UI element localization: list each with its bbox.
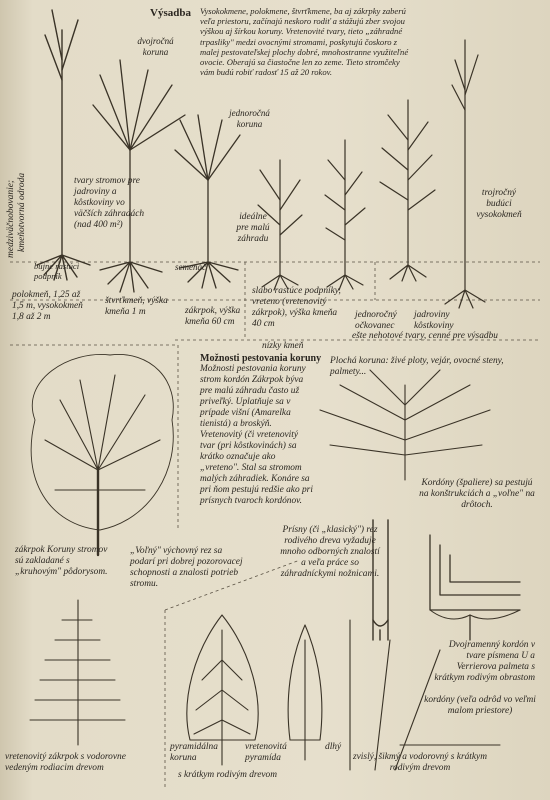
label-vretenovita-pyramida: vretenovitá pyramída: [245, 742, 287, 763]
label-bujne: bujne rastúci podpník: [34, 261, 80, 281]
tree-spindle-pyramid: [288, 625, 322, 760]
label-zvisly: zvislý, šikmý a vodorovný s krátkym rodivým drevom: [353, 752, 487, 773]
label-dvojrocna: dvojročná koruna: [137, 36, 174, 57]
label-vretenovity-zakrpok: vretenovitý zákrpok s vodorovne vedeným rodiacim drevom: [5, 752, 126, 773]
label-dvojramenny: Dvojramenný kordón v tvare písmena U a Verrierova palmeta s krátkym rodivým obrastom: [434, 640, 535, 683]
label-semenac: semenáč: [175, 262, 206, 272]
tree-vretenovity-zakrpok: [30, 600, 125, 745]
label-kordony: Kordóny (špaliere) sa pestujú na konštrukciách a „voľne" na drôtoch.: [419, 478, 535, 510]
tree-kostkovina: [380, 100, 435, 281]
label-kratkym: s krátkym rodivým drevom: [178, 770, 278, 780]
moznosti-body: Možnosti pestovania koruny strom kordón Zákrpok býva pre malú záhradu často už priveľký. Uplatňuje sa v prípade višní (Amarelka tienistá) a broskýň. Vretenovitý (či vretenovitý tvar (pri kôstkovinách) sa krátko označuje ako „vreteno". Stal sa stromom malých záhradiek. Konáre sa pri ňom pestujú redšie ako pri prísnych tvaroch kordónov.: [200, 364, 313, 506]
label-pyramidalna: pyramidálna koruna: [170, 742, 218, 763]
vertical-label-1: medziväčnobovanie;: [6, 179, 16, 258]
label-slabo: slabo rastúce podpníky, vreteno (vretenovitý zákrpok), výška kmeňa 40 cm: [252, 286, 341, 329]
label-ockovanec: jednoročný očkovanec: [355, 310, 397, 331]
label-tvary: tvary stromov pre jadroviny a kôstkoviny vo väčších záhradách (nad 400 m²): [74, 176, 145, 230]
tree-u-cordon: [373, 520, 520, 640]
label-zakrpok: zákrpok, výška kmeňa 60 cm: [185, 306, 241, 327]
tree-palmette: [320, 370, 490, 480]
label-volny: „Voľný" výchovný rez sa podarí pri dobrej pozorovacej schopnosti a znalosti potrieb stromu.: [130, 546, 243, 589]
intro-paragraph: Vysokokmene, polokmene, štvrťkmene, ba aj zákrpky zaberú veľa priestoru, začínajú neskoro rodiť a stážujú zber svojou výškou aj šírkou koruny. Vretenovité tvary, tieto „záhradné trpasliky" medzi ovocnými stromami, poskytujú čoskoro z malej pestovateľskej plochy dobré, mnohostranne využiteľné ovocie. Oberajú sa čiastočne len zo zeme. Tieto stromčeky vám budú robiť radosť 15 až 20 rokov.: [200, 6, 409, 78]
tree-round-crown: [31, 354, 173, 555]
label-kordony-mini: kordóny (veľa odrôd vo veľmi malom priestore): [424, 695, 536, 716]
label-jadroviny: jadroviny kôstkoviny: [414, 310, 454, 331]
label-prisny: Prísny (či „klasický") rez rodivého dreva vyžaduje mnoho odborných znalostí a veľa práce so záhradníckymi nožnicami.: [280, 525, 380, 579]
tree-vysokokmen: [37, 10, 90, 280]
label-plocha: Plochá koruna: živé ploty, vejár, ovocné steny, palmety...: [330, 356, 504, 377]
tree-trojrocny: [445, 40, 485, 308]
label-polokmen: polokmeň, 1,25 až 1,5 m, vysokokmeň 1,8 až 2 m: [12, 290, 83, 322]
label-trojrocny: trojročný budúci vysokokmeň: [476, 188, 522, 220]
label-zakrpok-round: zákrpok Koruny stromov sú zakladané s „kruhovým" pôdorysom.: [15, 545, 108, 577]
label-este: ešte nehotové tvary, cenné pre výsadbu: [352, 331, 498, 341]
label-stvrtkmen: štvrťkmeň, výška kmeňa 1 m: [105, 296, 168, 317]
label-dlhy: dlhý: [325, 742, 342, 752]
tree-jednorocny: [325, 140, 365, 290]
label-nizky: nízky kmeň: [262, 341, 304, 351]
section-title-vysadba: Výsadba: [150, 7, 191, 19]
label-idealne: ideálne pre malú záhradu: [236, 212, 270, 244]
label-jednorocna: jednoročná koruna: [229, 108, 270, 129]
vertical-label-2: kmeňotvorná odroda: [17, 172, 27, 252]
section-title-moznosti: Možnosti pestovania koruny: [200, 353, 322, 364]
